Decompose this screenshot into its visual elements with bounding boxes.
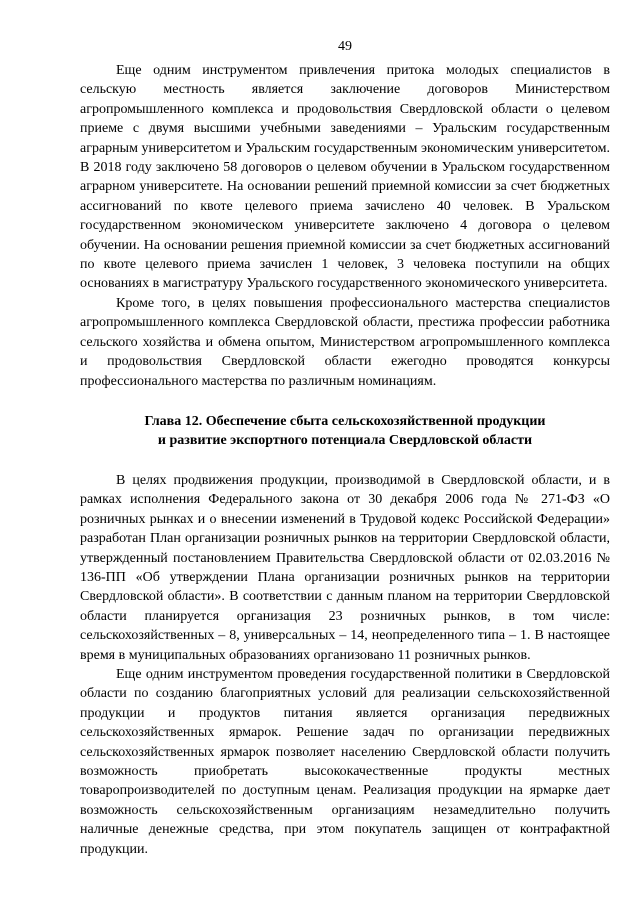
chapter-heading-line2: и развитие экспортного потенциала Свердловской области bbox=[157, 432, 533, 448]
chapter-heading-line1: Глава 12. Обеспечение сбыта сельскохозяйственной продукции bbox=[144, 413, 546, 429]
document-page bbox=[80, 38, 610, 859]
paragraph-professional-contests: Кроме того, в целях повышения профессионального мастерства специалистов агропромышленного комплекса Свердловской области, престижа профессии работника сельского хозяйства и обмена опытом, Министерством агропромышленного комплекса и продовольствия Свердловской области ежегодно проводятся конкурсы профессионального мастерства по различным номинациям. bbox=[80, 295, 610, 389]
paragraph-retail-markets: В целях продвижения продукции, производимой в Свердловской области, и в рамках исполнения Федерального закона от 30 декабря 2006 года № 271-ФЗ «О розничных рынках и о внесении изменений в Трудовой кодекс Российской Федерации» разработан План организации розничных рынков на территории Свердловской области, утвержденный постановлением Правительства Свердловской области от 02.03.2016 № 136-ПП «Об утверждении Плана организации розничных рынков на территории Свердловской области». В соответствии с данным планом на территории Свердловской области планируется организация 23 розничных рынков, в том числе: сельскохозяйственных – 8, универсальных – 14, неопределенного типа – 1. В настоящее время в муниципальных образованиях организовано 11 розничных рынков. bbox=[80, 472, 610, 663]
paragraph-mobile-fairs: Еще одним инструментом проведения государственной политики в Свердловской области по созданию благоприятных условий для реализации сельскохозяйственной продукции и продуктов питания является организация передвижных сельскохозяйственных ярмарок. Решение задач по организации передвижных сельскохозяйственных ярмарок позволяет населению Свердловской области получить возможность приобретать высококачественные продукты местных товаропроизводителей по доступным ценам. Реализация продукции на ярмарке дает возможность сельскохозяйственным организациям незамедлительно получить наличные денежные средства, при этом покупатель защищен от контрафактной продукции. bbox=[80, 666, 610, 857]
paragraph-targeted-admission: Еще одним инструментом привлечения притока молодых специалистов в сельскую местность является заключение договоров Министерством агропромышленного комплекса и продовольствия Свердловской области о целевом приеме с двумя высшими учебными заведениями – Уральским государственным аграрным университетом и Уральским государственным экономическим университетом. В 2018 году заключено 58 договоров о целевом обучении в Уральском государственном аграрном университете. На основании решений приемной комиссии за счет бюджетных ассигнований по квоте целевого приема зачислено 40 человек. В Уральском государственном экономическом университете заключено 4 договора о целевом обучении. На основании решения приемной комиссии за счет бюджетных ассигнований по квоте целевого приема зачислен 1 человек, 3 человека поступили на общих основаниях в магистратуру Уральского государственного экономического университета. bbox=[80, 63, 610, 292]
page-number: 49 bbox=[338, 39, 352, 54]
chapter-heading bbox=[80, 412, 610, 450]
